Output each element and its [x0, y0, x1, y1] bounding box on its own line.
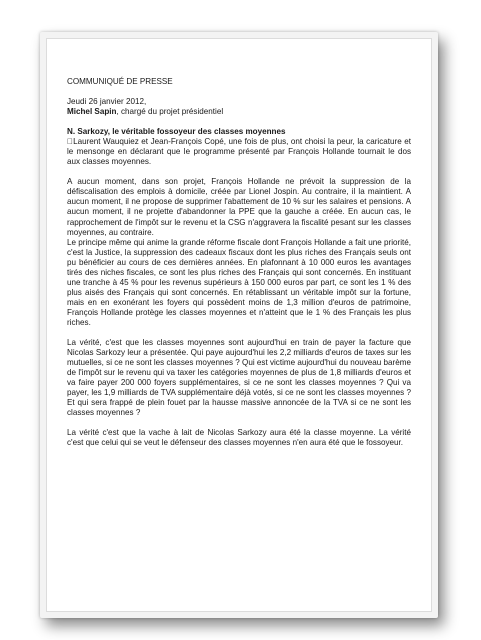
paragraph-intro: Laurent Wauquiez et Jean-François Copé, une fois de plus, ont choisi la peur, la caricature et le mensonge en déclarant que le programme présenté par François Hollande tournait le dos aux classes moyennes. — [67, 137, 411, 167]
author-line — [67, 107, 411, 117]
author-role: , chargé du projet présidentiel — [116, 107, 224, 117]
document-page — [46, 38, 432, 612]
paragraph-projet: A aucun moment, dans son projet, François Hollande ne prévoit la suppression de la défiscalisation des emplois à domicile, créée par Lionel Jospin. Au contraire, il la maintient. A aucun moment, il ne propose de supprimer l'abattement de 10 % sur les salaires et pensions. A aucun moment, il ne projette d'abandonner la PPE que la gauche a créée. En aucun cas, le rapprochement de l'impôt sur le revenu et la CSG n'aggravera la fiscalité pesant sur les classes moyennes, au contraire. — [67, 177, 411, 237]
release-date: Jeudi 26 janvier 2012, — [67, 97, 147, 107]
document-content — [67, 77, 411, 449]
paragraph-verite: La vérité, c'est que les classes moyennes sont aujourd'hui en train de payer la facture que Nicolas Sarkozy leur a présentée. Qui paye aujourd'hui les 2,2 milliards d'euros de taxes sur les mutuelles, si ce ne sont les classes moyennes ? Qui est victime aujourd'hui du nouveau barème de l'impôt sur le revenu qui va taxer les catégories moyennes de plus de 1,8 milliards d'euros et va faire payer 200 000 foyers supplémentaires, si ce ne sont les classes moyennes ? Qui va payer, les 1,9 milliards de TVA supplémentaire déjà votés, si ce ne sont les classes moyennes ? Et qui sera frappé de plein fouet par la hausse massive annoncée de la TVA si ce ne sont les classes moyennes ? — [67, 338, 411, 418]
headline: N. Sarkozy, le véritable fossoyeur des classes moyennes — [67, 127, 286, 137]
author-name: Michel Sapin — [67, 107, 117, 117]
press-release-header: COMMUNIQUÉ DE PRESSE — [67, 77, 173, 86]
paragraph-conclusion: La vérité c'est que la vache à lait de Nicolas Sarkozy aura été la classe moyenne. La vérité c'est que celui qui se veut le défenseur des classes moyennes n'en aura été que le fossoyeur. — [67, 428, 411, 448]
paragraph-reforme: Le principe même qui anime la grande réforme fiscale dont François Hollande a fait une priorité, c'est la Justice, la suppression des cadeaux fiscaux dont les plus riches des Français seuls ont pu bénéficier au cours de ces dernières années. En plafonnant à 10 000 euros les avantages tirés des niches fiscales, ce sont les plus riches des Français qui sont concernés. En instituant une tranche à 45 % pour les revenus supérieurs à 150 000 euros par part, ce sont les 1 % des plus aisés des Français qui sont concernés. En rétablissant un véritable impôt sur la fortune, mais en en exonérant les foyers qui possèdent moins de 1,3 million d'euros de patrimoine, François Hollande protège les classes moyennes et n'atteint que le 1 % des Français les plus riches. — [67, 237, 411, 327]
